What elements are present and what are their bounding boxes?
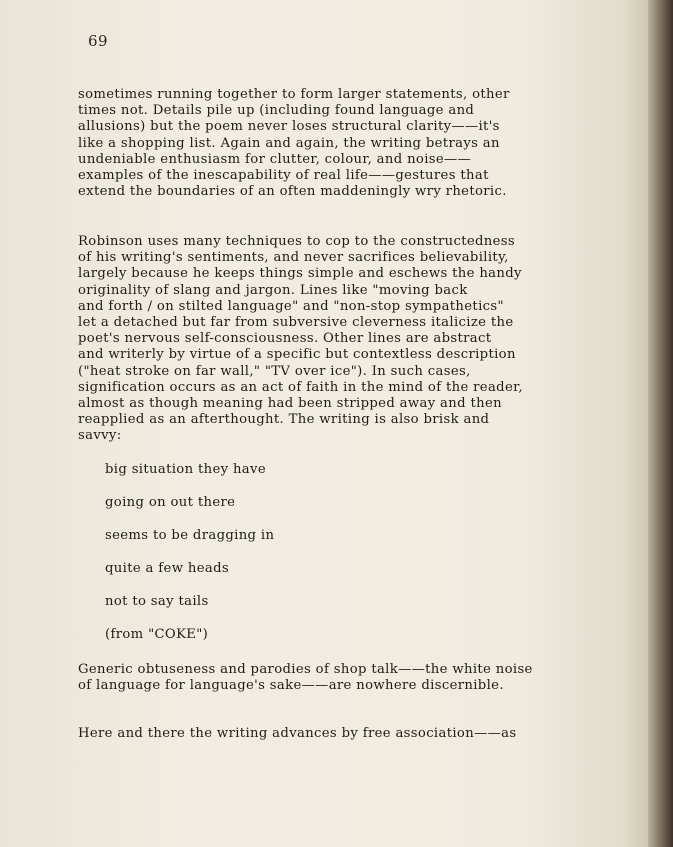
page-number: 69	[88, 32, 109, 50]
text-line: extend the boundaries of an often maddeningly wry rhetoric.	[78, 184, 507, 200]
text-line: ("heat stroke on far wall," "TV over ice"). In such cases,	[78, 363, 471, 379]
text-line: and forth / on stilted language" and "non-stop sympathetics"	[78, 298, 504, 314]
text-line: like a shopping list. Again and again, the writing betrays an	[78, 135, 500, 151]
text-line: signification occurs as an act of faith in the mind of the reader,	[78, 379, 523, 395]
paragraph-1	[78, 87, 608, 200]
text-line: times not. Details pile up (including found language and	[78, 103, 475, 119]
poem-excerpt	[105, 462, 274, 660]
text-line: of his writing's sentiments, and never sacrifices believability,	[78, 250, 509, 266]
poem-line: big situation they have	[105, 462, 266, 477]
poem-line: quite a few heads	[105, 561, 229, 576]
text-line: reapplied as an afterthought. The writing is also brisk and	[78, 412, 490, 428]
poem-line: not to say tails	[105, 594, 209, 609]
text-line: examples of the inescapability of real life——gestures that	[78, 168, 489, 184]
text-line: allusions) but the poem never loses structural clarity——it's	[78, 119, 500, 135]
paragraph-2	[78, 234, 608, 445]
text-line: poet's nervous self-consciousness. Other lines are abstract	[78, 331, 492, 347]
book-spine-shadow	[648, 0, 673, 847]
text-line: largely because he keeps things simple and eschews the handy	[78, 266, 522, 282]
poem-line: seems to be dragging in	[105, 528, 275, 543]
text-line: let a detached but far from subversive cleverness italicize the	[78, 315, 514, 331]
text-line: sometimes running together to form larger statements, other	[78, 87, 510, 102]
text-line: and writerly by virtue of a specific but contextless description	[78, 347, 516, 363]
text-line: originality of slang and jargon. Lines like "moving back	[78, 282, 468, 298]
text-line: of language for language's sake——are nowhere discernible.	[78, 678, 504, 694]
text-line: Generic obtuseness and parodies of shop talk——the white noise	[78, 662, 533, 677]
paragraph-3	[78, 662, 608, 694]
text-line: Robinson uses many techniques to cop to the constructedness	[78, 234, 516, 249]
text-line: undeniable enthusiasm for clutter, colour, and noise——	[78, 151, 472, 167]
text-line: Here and there the writing advances by free association——as	[78, 726, 517, 741]
poem-line: going on out there	[105, 495, 236, 510]
text-line: savvy:	[78, 428, 122, 444]
paragraph-4	[78, 726, 608, 742]
poem-source: (from "COKE")	[105, 627, 209, 642]
text-line: almost as though meaning had been stripped away and then	[78, 396, 502, 412]
